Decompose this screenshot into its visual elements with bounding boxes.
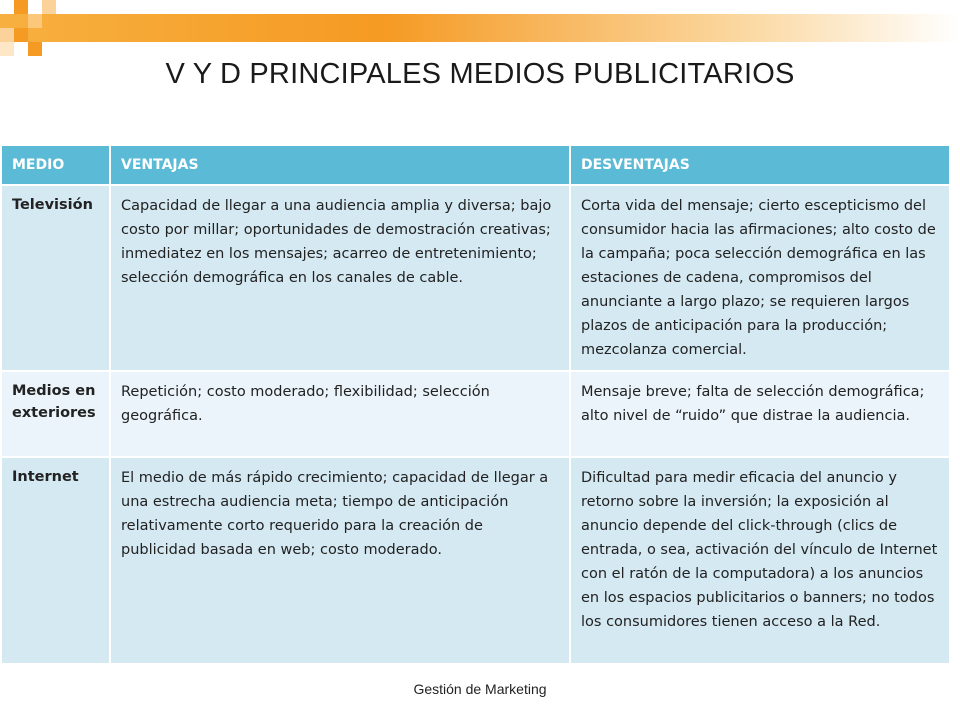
decorative-square [0, 42, 14, 56]
table-header-row [2, 146, 950, 185]
decorative-square [28, 42, 42, 56]
decorative-square [0, 28, 14, 42]
media-comparison-table [2, 146, 951, 663]
header-ventajas: VENTAJAS [110, 146, 570, 185]
header-medio: MEDIO [2, 146, 110, 185]
table-row [2, 457, 950, 663]
cell-desventajas: Mensaje breve; falta de selección demográfica; alto nivel de “ruido” que distrae la audiencia. [570, 371, 950, 457]
decorative-square [42, 0, 56, 14]
cell-medio: Televisión [2, 185, 110, 371]
cell-medio: Internet [2, 457, 110, 663]
header-desventajas: DESVENTAJAS [570, 146, 950, 185]
decorative-square [28, 14, 42, 28]
cell-ventajas: El medio de más rápido crecimiento; capacidad de llegar a una estrecha audiencia meta; tiempo de anticipación relativamente corto requerido para la creación de publicidad basada en web; costo moderado. [110, 457, 570, 663]
cell-medio: Medios en exteriores [2, 371, 110, 457]
cell-ventajas: Repetición; costo moderado; flexibilidad; selección geográfica. [110, 371, 570, 457]
slide-footer: Gestión de Marketing [413, 681, 547, 697]
top-decorative-band [0, 14, 960, 42]
cell-desventajas: Corta vida del mensaje; cierto escepticismo del consumidor hacia las afirmaciones; alto costo de la campaña; poca selección demográfica en las estaciones de cadena, compromisos del anunciante a largo plazo; se requieren largos plazos de anticipación para la producción; mezcolanza comercial. [570, 185, 950, 371]
table-row [2, 371, 950, 457]
decorative-square [14, 28, 28, 42]
slide-title: V Y D PRINCIPALES MEDIOS PUBLICITARIOS [165, 58, 795, 90]
table-row [2, 185, 950, 371]
decorative-square [14, 0, 28, 14]
cell-ventajas: Capacidad de llegar a una audiencia amplia y diversa; bajo costo por millar; oportunidades de demostración creativas; inmediatez en los mensajes; acarreo de entretenimiento; selección demográfica en los canales de cable. [110, 185, 570, 371]
cell-desventajas: Dificultad para medir eficacia del anuncio y retorno sobre la inversión; la exposición al anuncio depende del click-through (clics de entrada, o sea, activación del vínculo de Internet con el ratón de la computadora) a los anuncios en los espacios publicitarios o banners; no todos los consumidores tienen acceso a la Red. [570, 457, 950, 663]
